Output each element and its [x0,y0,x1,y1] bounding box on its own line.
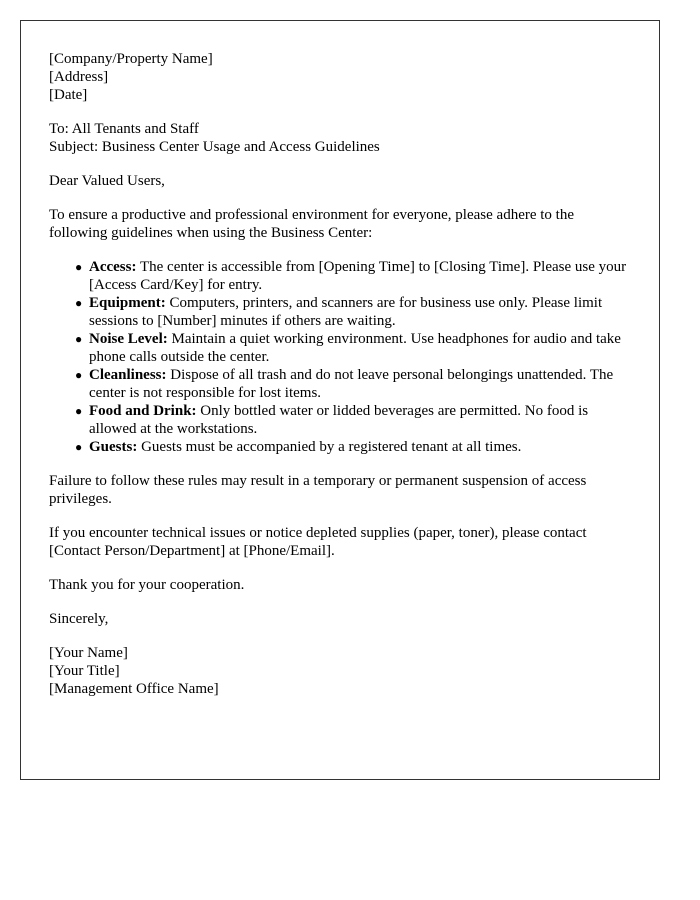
bullet-icon: ● [75,260,83,274]
intro-paragraph: To ensure a productive and professional environment for everyone, please adhere to the following guidelines when using the Business Center: [49,207,574,241]
guideline-item [75,258,631,294]
signer-name: [Your Name] [49,645,128,661]
recipient-line: To: All Tenants and Staff [49,121,199,137]
office-name: [Management Office Name] [49,681,219,697]
letterhead [49,50,631,104]
guidelines-list [49,258,631,456]
guideline-term: Noise Level: [89,331,168,347]
guideline-term: Guests: [89,439,138,455]
guideline-item [75,438,631,456]
guideline-term: Food and Drink: [89,403,197,419]
guideline-term: Access: [89,259,137,275]
guideline-text: The center is accessible from [Opening Time] to [Closing Time]. Please use your [Access Card/Key] for entry. [89,259,627,293]
closing-line: Sincerely, [49,611,109,627]
company-address: [Address] [49,69,109,85]
recipient-block [49,120,631,156]
guideline-term: Equipment: [89,295,166,311]
signature-block [49,644,631,698]
bullet-icon: ● [75,368,83,382]
guideline-item [75,330,631,366]
guideline-text: Maintain a quiet working environment. Use headphones for audio and take phone calls outside the center. [89,331,621,365]
company-name: [Company/Property Name] [49,51,213,67]
salutation: Dear Valued Users, [49,173,165,189]
guideline-text: Dispose of all trash and do not leave personal belongings unattended. The center is not responsible for lost items. [89,367,614,401]
guideline-text: Only bottled water or lidded beverages are permitted. No food is allowed at the workstations. [89,403,589,437]
subject-line: Subject: Business Center Usage and Access Guidelines [49,139,380,155]
guideline-item [75,294,631,330]
letter-date: [Date] [49,87,88,103]
bullet-icon: ● [75,296,83,310]
bullet-icon: ● [75,404,83,418]
letter-page [20,20,660,780]
contact-paragraph: If you encounter technical issues or notice depleted supplies (paper, toner), please contact [Contact Person/Department] at [Phone/Email]. [49,525,587,559]
bullet-icon: ● [75,440,83,454]
guideline-text: Computers, printers, and scanners are for business use only. Please limit sessions to [Number] minutes if others are waiting. [89,295,603,329]
guideline-text: Guests must be accompanied by a registered tenant at all times. [137,439,522,455]
signer-title: [Your Title] [49,663,120,679]
thanks-line: Thank you for your cooperation. [49,577,245,593]
bullet-icon: ● [75,332,83,346]
guideline-term: Cleanliness: [89,367,167,383]
guideline-item [75,402,631,438]
warning-paragraph: Failure to follow these rules may result in a temporary or permanent suspension of access privileges. [49,473,587,507]
guideline-item [75,366,631,402]
